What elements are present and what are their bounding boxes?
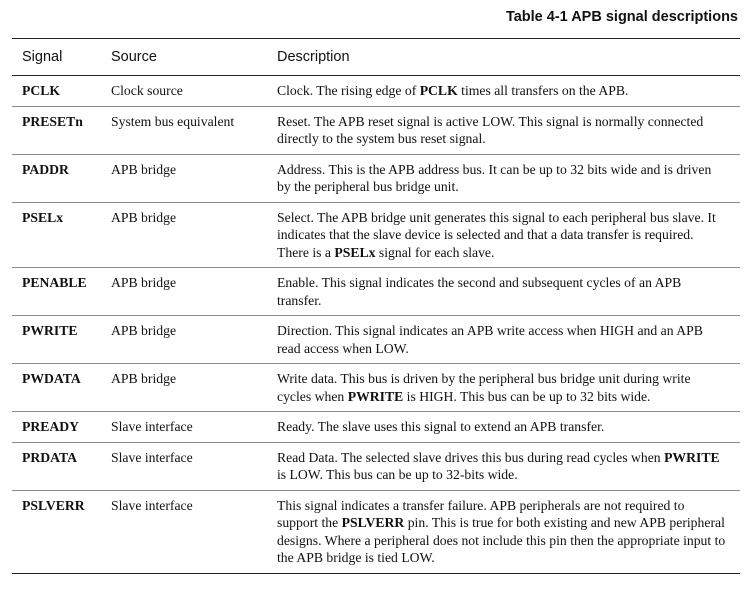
header-description: Description (277, 48, 350, 65)
signal-source: APB bridge (111, 161, 177, 177)
signal-source: APB bridge (111, 323, 177, 338)
signal-source: APB bridge (111, 209, 177, 225)
signal-name: PSLVERR (22, 497, 85, 513)
signal-name: PRDATA (22, 449, 77, 465)
description-text: Select. The APB bridge unit generates this signal to each peripheral bus slave. It indicates that the slave device is selected and that a data transfer is required. There is a (277, 209, 716, 260)
description-text: is HIGH. This bus can be up to 32 bits wide. (403, 388, 651, 404)
signal-source: System bus equivalent (111, 113, 235, 129)
signal-reference: PSLVERR (341, 515, 405, 530)
description-text: Reset. The APB reset signal is active LOW. This signal is normally connected directly to the system bus reset signal. (277, 113, 704, 146)
signal-description (267, 490, 740, 573)
description-text: Write data. This bus is driven by the peripheral bus bridge unit during write cycles when (277, 371, 691, 404)
signal-name: PENABLE (22, 275, 87, 290)
description-text: is LOW. This bus can be up to 32-bits wide. (277, 467, 518, 482)
signal-description (267, 316, 740, 364)
table-row (12, 106, 740, 154)
signal-name: PWDATA (22, 371, 81, 386)
description-text: Ready. The slave uses this signal to extend an APB transfer. (277, 419, 605, 434)
header-signal: Signal (22, 48, 63, 65)
signal-description (267, 76, 740, 107)
table-row (12, 268, 740, 316)
description-text: Direction. This signal indicates an APB write access when HIGH and an APB read access when LOW. (277, 323, 703, 356)
signal-source: APB bridge (111, 371, 177, 386)
table-caption: Table 4-1 APB signal descriptions (505, 9, 738, 25)
signal-source: Slave interface (111, 449, 193, 465)
signal-description (267, 268, 740, 316)
table-row (12, 490, 740, 573)
signal-reference: PSELx (334, 244, 376, 260)
header-source: Source (111, 48, 157, 65)
signal-description (267, 106, 740, 154)
signal-reference: PCLK (419, 83, 458, 98)
table-row (12, 364, 740, 412)
signal-description (267, 442, 740, 490)
signal-reference: PWRITE (347, 388, 404, 404)
table-row (12, 316, 740, 364)
signal-name: PCLK (22, 83, 61, 98)
signal-description (267, 154, 740, 202)
signal-name: PRESETn (22, 113, 83, 129)
signal-name: PWRITE (22, 323, 78, 338)
table-row (12, 412, 740, 443)
signal-name: PSELx (22, 209, 64, 225)
apb-signal-table (12, 38, 740, 574)
signal-description (267, 202, 740, 268)
signal-name: PADDR (22, 161, 69, 177)
signal-name: PREADY (22, 419, 80, 434)
description-text: times all transfers on the APB. (457, 83, 629, 98)
signal-source: Clock source (111, 83, 183, 98)
table-body (12, 76, 740, 574)
description-text: Enable. This signal indicates the second and subsequent cycles of an APB transfer. (277, 275, 682, 308)
table-row (12, 154, 740, 202)
description-text: Read Data. The selected slave drives this bus during read cycles when (277, 449, 665, 465)
signal-source: Slave interface (111, 419, 193, 434)
signal-source: APB bridge (111, 275, 177, 290)
description-text: Address. This is the APB address bus. It can be up to 32 bits wide and is driven by the peripheral bus bridge unit. (277, 161, 712, 194)
signal-description (267, 364, 740, 412)
description-text: signal for each slave. (375, 244, 495, 260)
table-row (12, 442, 740, 490)
signal-reference: PWRITE (664, 449, 720, 465)
description-text: pin. This is true for both existing and new APB peripheral designs. Where a peripheral does not include this pin then the appropriate input to the APB bridge is tied LOW. (277, 515, 726, 565)
description-text: Clock. The rising edge of (277, 83, 420, 98)
table-header (12, 39, 740, 76)
signal-source: Slave interface (111, 497, 193, 513)
description-text: This signal indicates a transfer failure. APB peripherals are not required to support the (277, 497, 685, 530)
header-row (12, 39, 740, 76)
signal-description (267, 412, 740, 443)
table-row (12, 76, 740, 107)
table-row (12, 202, 740, 268)
